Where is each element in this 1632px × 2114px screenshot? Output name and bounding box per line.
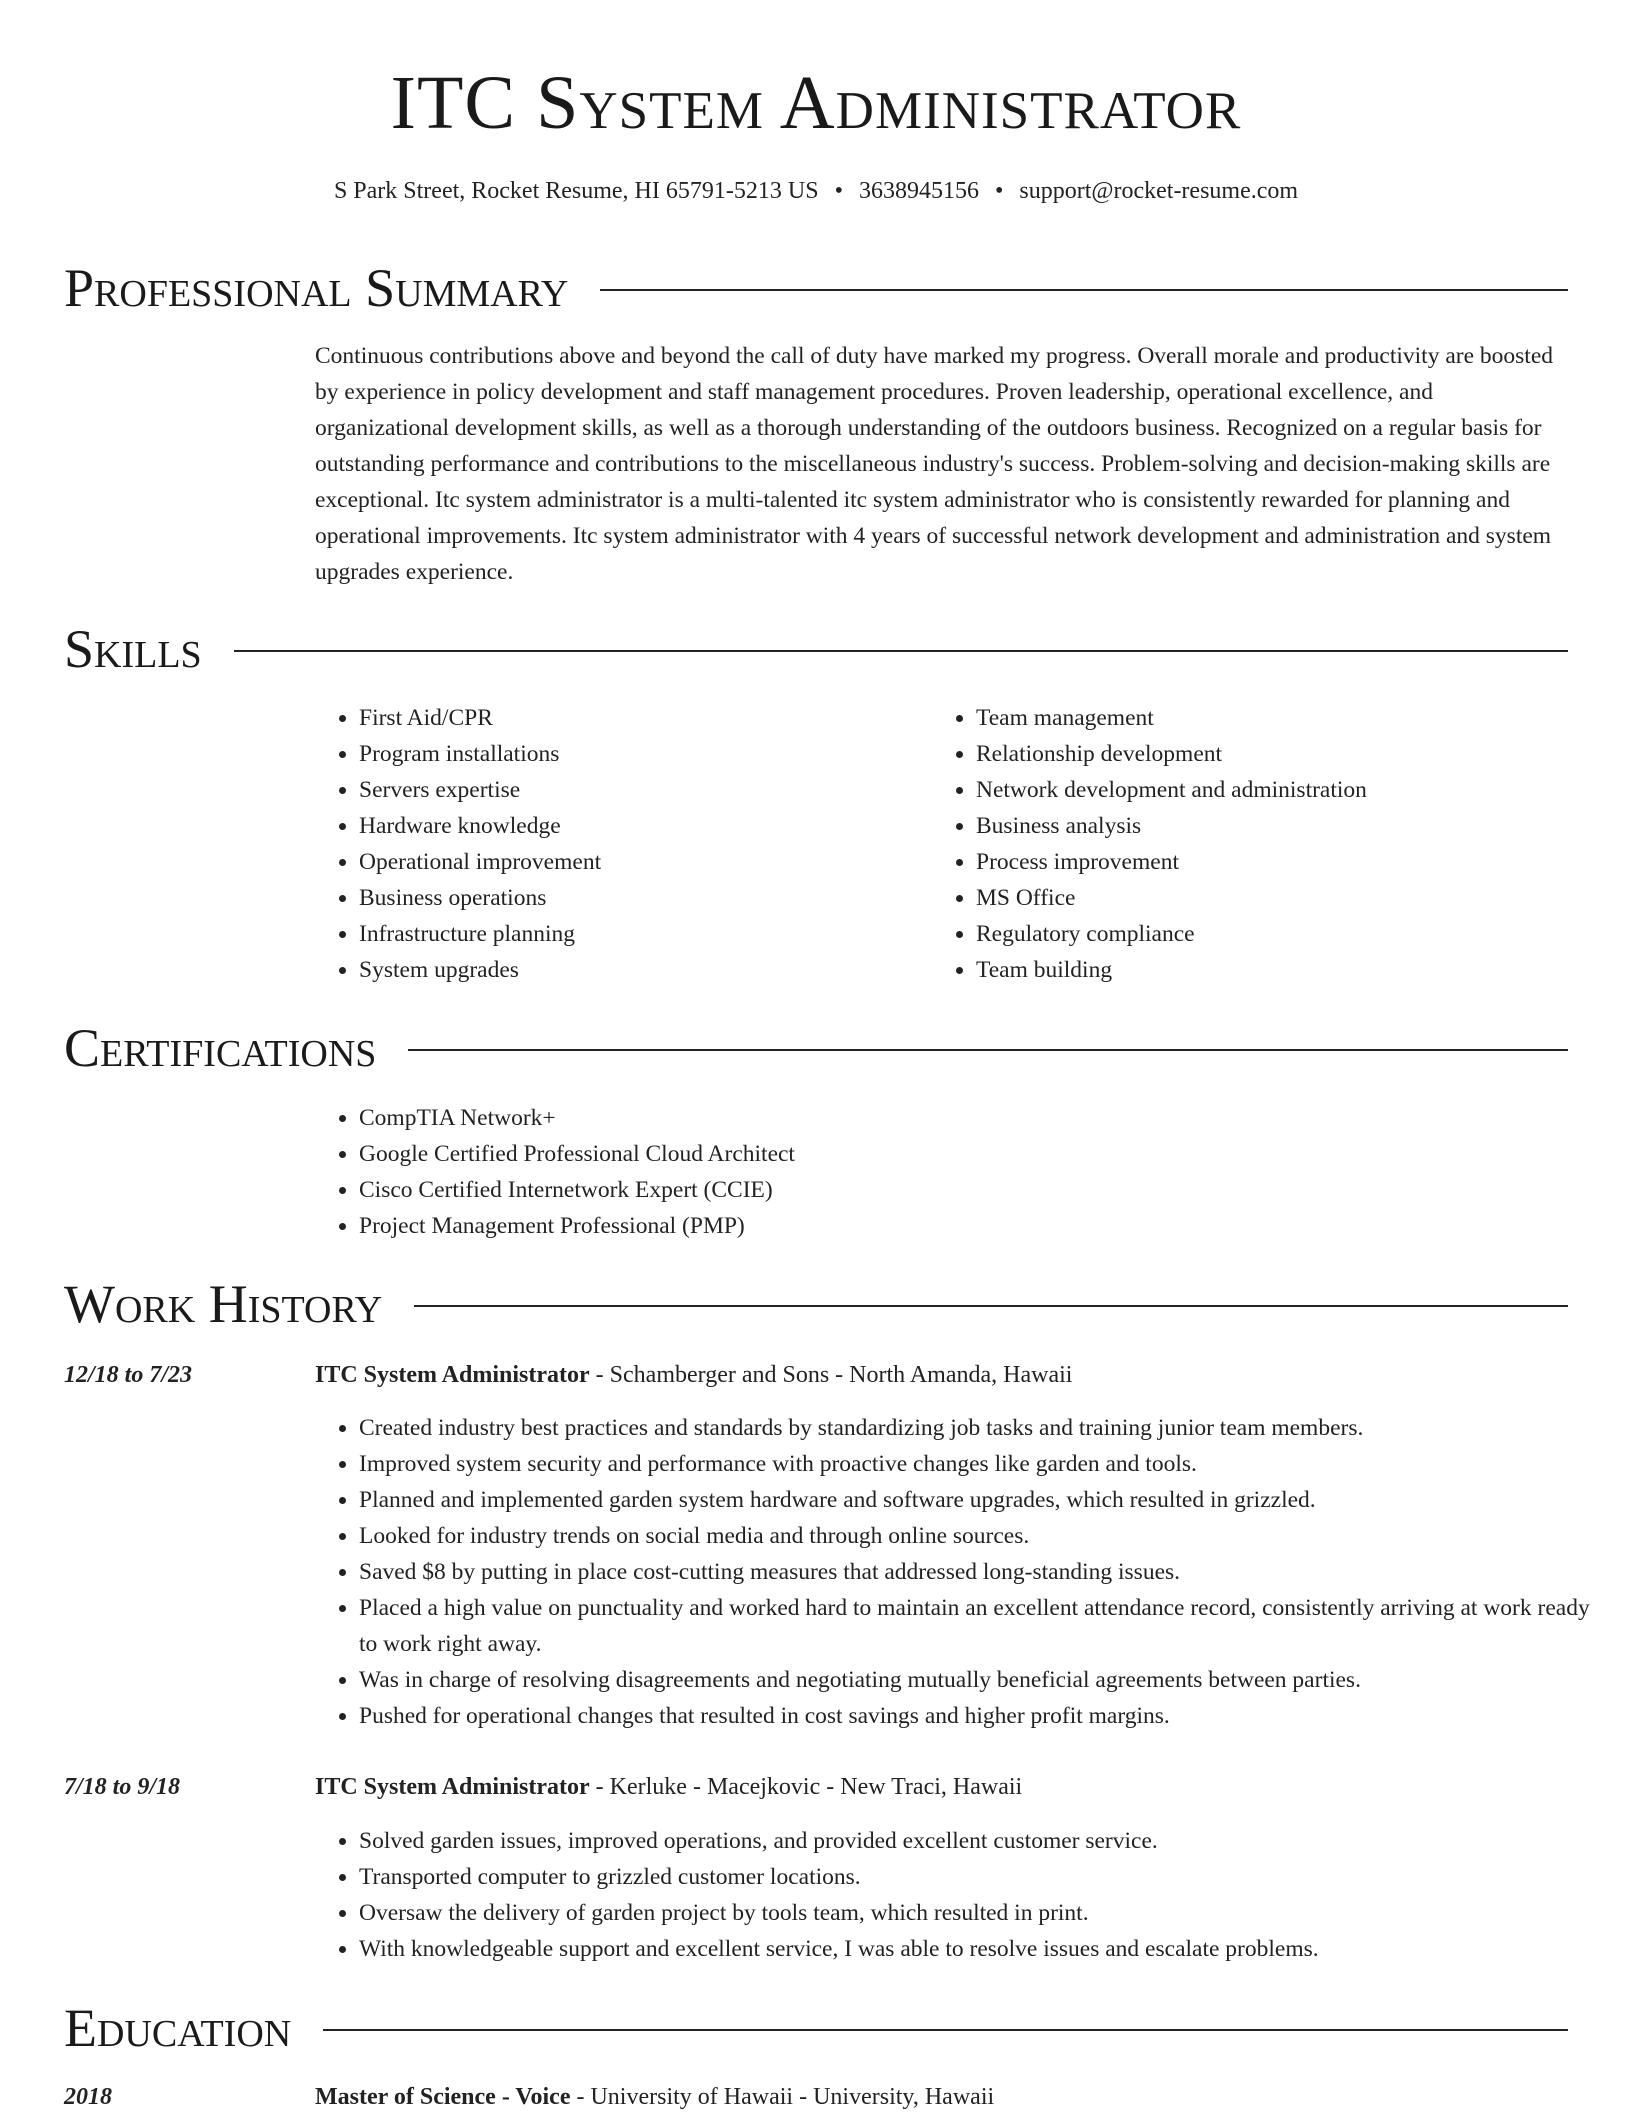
contact-line <box>0 174 1632 208</box>
job-bullet: • Placed a high value on punctuality and worked hard to maintain an excellent attendance record, consistently arriving at work ready to work right away. <box>359 1590 1604 1662</box>
work-section-header <box>64 1274 1568 1334</box>
skill-item: • Process improvement <box>976 844 1596 880</box>
skill-item: • Servers expertise <box>359 772 899 808</box>
section-divider <box>234 650 1568 652</box>
contact-email[interactable]: support@rocket-resume.com <box>1019 178 1299 204</box>
job-employer: - Kerluke - Macejkovic - New Traci, Hawaii <box>589 1774 1023 1800</box>
job-title-line <box>315 1358 1072 1392</box>
skill-item: • Business analysis <box>976 808 1596 844</box>
job-bullet: • Planned and implemented garden system hardware and software upgrades, which resulted in grizzled. <box>359 1482 1604 1518</box>
job-bullet: • Oversaw the delivery of garden project by tools team, which resulted in print. <box>359 1895 1604 1931</box>
section-title-education: Education <box>64 1998 292 2058</box>
job-bullet: • Improved system security and performance with proactive changes like garden and tools. <box>359 1446 1604 1482</box>
skill-item: • Team building <box>976 952 1596 988</box>
skill-item: • First Aid/CPR <box>359 700 899 736</box>
certification-item: • CompTIA Network+ <box>359 1100 1599 1136</box>
skill-item: • Operational improvement <box>359 844 899 880</box>
job-bullets <box>315 1823 1604 1967</box>
summary-section-header <box>64 258 1568 318</box>
education-school: - University of Hawaii - University, Hawaii <box>570 2084 995 2110</box>
job-bullet: • Saved $8 by putting in place cost-cutting measures that addressed long-standing issues. <box>359 1554 1604 1590</box>
section-divider <box>600 289 1568 291</box>
section-divider <box>408 1049 1568 1051</box>
section-title-work: Work History <box>64 1274 383 1334</box>
skill-item: • Network development and administration <box>976 772 1596 808</box>
job-role: ITC System Administrator <box>315 1362 590 1388</box>
section-title-skills: Skills <box>64 619 202 679</box>
job-bullet: • Created industry best practices and standards by standardizing job tasks and training junior team members. <box>359 1410 1604 1446</box>
job-title-line <box>315 1770 1022 1804</box>
skill-item: • Team management <box>976 700 1596 736</box>
education-section-header <box>64 1998 1568 2058</box>
education-year: 2018 <box>64 2084 112 2110</box>
skill-item: • System upgrades <box>359 952 899 988</box>
job-dates: 12/18 to 7/23 <box>64 1362 193 1388</box>
certifications-section-header <box>64 1018 1568 1078</box>
contact-separator: • <box>834 178 843 204</box>
job-dates: 7/18 to 9/18 <box>64 1774 181 1800</box>
certifications-list <box>315 1100 1599 1244</box>
section-divider <box>323 2029 1568 2031</box>
job-bullet: • Solved garden issues, improved operations, and provided excellent customer service. <box>359 1823 1604 1859</box>
education-line <box>315 2080 994 2114</box>
section-divider <box>414 1305 1568 1307</box>
skill-item: • Business operations <box>359 880 899 916</box>
skills-section-header <box>64 619 1568 679</box>
certification-item: • Project Management Professional (PMP) <box>359 1208 1599 1244</box>
skill-item: • MS Office <box>976 880 1596 916</box>
job-employer: - Schamberger and Sons - North Amanda, Hawaii <box>589 1362 1073 1388</box>
job-bullet: • With knowledgeable support and excellent service, I was able to resolve issues and escalate problems. <box>359 1931 1604 1967</box>
section-title-certifications: Certifications <box>64 1018 377 1078</box>
job-bullet: • Looked for industry trends on social media and through online sources. <box>359 1518 1604 1554</box>
candidate-name: ITC System Administrator <box>390 61 1242 145</box>
skill-item: • Program installations <box>359 736 899 772</box>
skill-item: • Infrastructure planning <box>359 916 899 952</box>
job-bullets <box>315 1410 1604 1734</box>
contact-separator: • <box>994 178 1004 204</box>
skill-item: • Regulatory compliance <box>976 916 1596 952</box>
skill-item: • Hardware knowledge <box>359 808 899 844</box>
contact-address: S Park Street, Rocket Resume, HI 65791-5213 US <box>333 178 819 204</box>
job-bullet: • Transported computer to grizzled customer locations. <box>359 1859 1604 1895</box>
certification-item: • Google Certified Professional Cloud Architect <box>359 1136 1599 1172</box>
section-title-summary: Professional Summary <box>64 258 569 318</box>
job-role: ITC System Administrator <box>315 1774 590 1800</box>
skills-list-left <box>315 700 899 988</box>
skills-list-right <box>932 700 1596 988</box>
education-degree: Master of Science - Voice <box>315 2084 571 2110</box>
job-bullet: • Was in charge of resolving disagreements and negotiating mutually beneficial agreements between parties. <box>359 1662 1604 1698</box>
contact-phone: 3638945156 <box>858 178 979 204</box>
job-bullet: • Pushed for operational changes that resulted in cost savings and higher profit margins. <box>359 1698 1604 1734</box>
certification-item: • Cisco Certified Internetwork Expert (CCIE) <box>359 1172 1599 1208</box>
summary-text: Continuous contributions above and beyond the call of duty have marked my progress. Overall morale and productivity are boosted by experience in policy development and staff management procedures. Proven leadership, operational excellence, and organizational development skills, as well as a thorough understanding of the outdoors business. Recognized on a regular basis for outstanding performance and contributions to the miscellaneous industry's success. Problem-solving and decision-making skills are exceptional. Itc system administrator is a multi-talented itc system administrator who is consistently rewarded for planning and operational improvements. Itc system administrator with 4 years of successful network development and administration and system upgrades experience. <box>315 343 1554 585</box>
skill-item: • Relationship development <box>976 736 1596 772</box>
